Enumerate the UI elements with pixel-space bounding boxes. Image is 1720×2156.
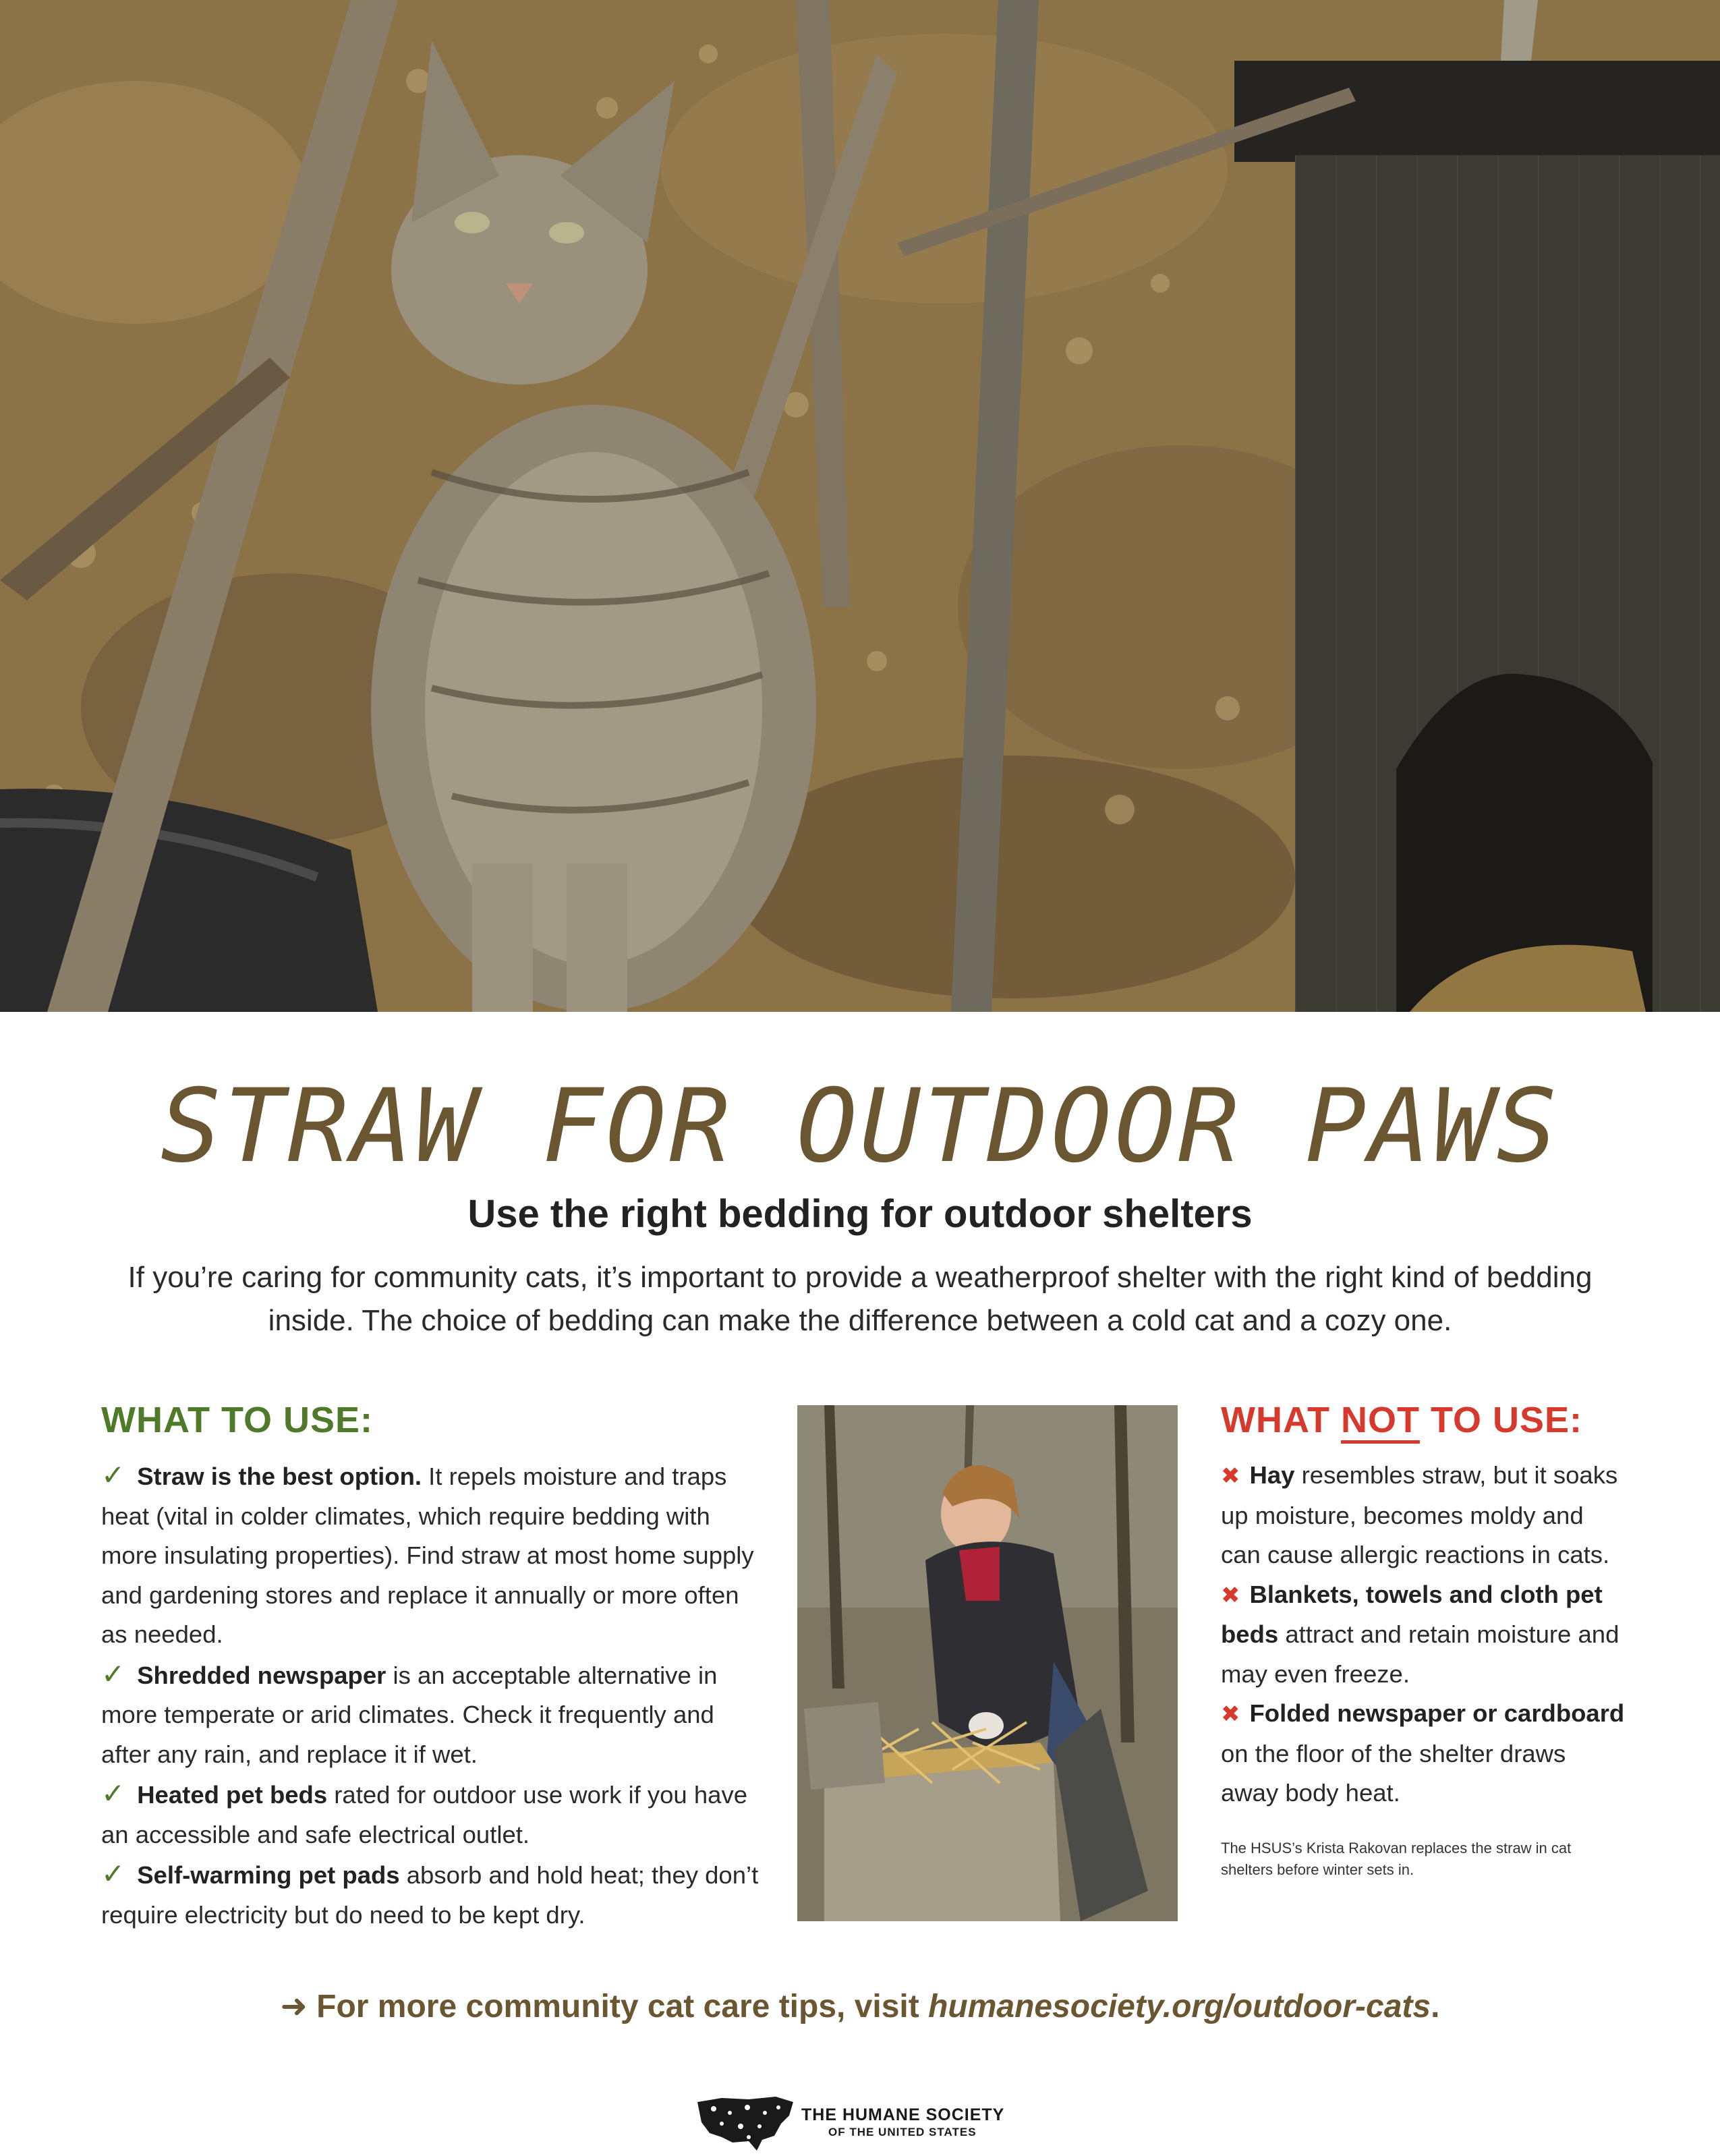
use-item-self-warming-pads [101, 1854, 766, 1935]
cta-period: . [1431, 1989, 1440, 2024]
x-mark-icon: ✖ [1221, 1701, 1240, 1727]
not-use-item-text: on the floor of the shelter draws away body heat. [1221, 1739, 1566, 1807]
use-item-bold: Straw is the best option. [137, 1463, 422, 1490]
not-use-item-text: resembles straw, but it soaks up moisture, becomes moldy and can cause allergic reactions in cats. [1221, 1461, 1618, 1568]
x-mark-icon: ✖ [1221, 1582, 1240, 1608]
page-subtitle: Use the right bedding for outdoor shelters [467, 1192, 1253, 1236]
not-use-item-blankets [1221, 1575, 1626, 1695]
use-item-text: absorb and hold heat; they don’t require electricity but do need to be kept dry. [101, 1861, 759, 1929]
what-not-to-use-heading [1221, 1396, 1626, 1444]
photo-caption: The HSUS’s Krista Rakovan replaces the straw in cat shelters before winter sets in. [1221, 1839, 1572, 1878]
heading-not-emphasis: NOT [1340, 1400, 1420, 1440]
logo-wordmark [801, 2105, 1031, 2140]
use-item-newspaper [101, 1655, 766, 1775]
cta-text: For more community cat care tips, visit [316, 1989, 929, 2024]
volunteer-photo-illustration [797, 1405, 1178, 1921]
check-icon: ✓ [101, 1459, 125, 1491]
hsus-logo [695, 2091, 1032, 2152]
use-item-text: rated for outdoor use work if you have an accessible and safe electrical outlet. [101, 1781, 748, 1848]
heading-part: WHAT [1221, 1400, 1341, 1440]
check-icon: ✓ [101, 1657, 125, 1690]
use-item-straw [101, 1456, 766, 1655]
logo-line-2: OF THE UNITED STATES [828, 2126, 977, 2138]
us-map-animals-icon [695, 2093, 796, 2152]
not-use-item-text: attract and retain moisture and may even freeze. [1221, 1620, 1619, 1688]
x-mark-icon: ✖ [1221, 1463, 1240, 1489]
not-use-item-bold: Folded newspaper or cardboard [1249, 1699, 1625, 1727]
volunteer-photo [797, 1405, 1178, 1921]
check-icon: ✓ [101, 1858, 125, 1890]
what-not-to-use-section [1221, 1396, 1626, 1881]
what-to-use-section [101, 1396, 766, 1935]
call-to-action [0, 1987, 1720, 2027]
cta-link[interactable]: humanesociety.org/outdoor-cats [928, 1989, 1431, 2024]
use-item-bold: Self-warming pet pads [137, 1861, 400, 1889]
check-icon: ✓ [101, 1778, 125, 1809]
arrow-right-icon: ➜ [280, 1989, 317, 2024]
use-item-bold: Heated pet beds [137, 1781, 328, 1809]
use-item-text: It repels moisture and traps heat (vital in colder climates, which require bedding with more insulating properties). Find straw at most home supply and gardening stores and replace it annually or more often as needed. [101, 1463, 754, 1648]
intro-paragraph: If you’re caring for community cats, it’s important to provide a weatherproof shelter with the right kind of bedding inside. The choice of bedding can make the difference between a cold cat and a cozy one. [127, 1261, 1593, 1337]
heading-part: TO USE: [1419, 1400, 1582, 1440]
use-item-bold: Shredded newspaper [137, 1661, 386, 1689]
use-item-text: is an acceptable alternative in more temperate or arid climates. Check it frequently and after any rain, and replace it if wet. [101, 1661, 718, 1768]
not-use-item-hay [1221, 1456, 1626, 1575]
not-use-item-bold: Blankets, towels and cloth pet beds [1221, 1580, 1603, 1648]
what-to-use-heading: WHAT TO USE: [101, 1400, 373, 1440]
hero-photo [0, 0, 1720, 1012]
use-item-heated-beds [101, 1774, 766, 1854]
not-use-item-folded-newspaper [1221, 1694, 1626, 1813]
hero-photo-illustration [0, 0, 1720, 1012]
not-use-item-bold: Hay [1249, 1461, 1295, 1489]
page-title: STRAW FOR OUTDOOR PAWS [160, 1068, 1560, 1185]
logo-line-1: THE HUMANE SOCIETY [801, 2105, 1005, 2124]
